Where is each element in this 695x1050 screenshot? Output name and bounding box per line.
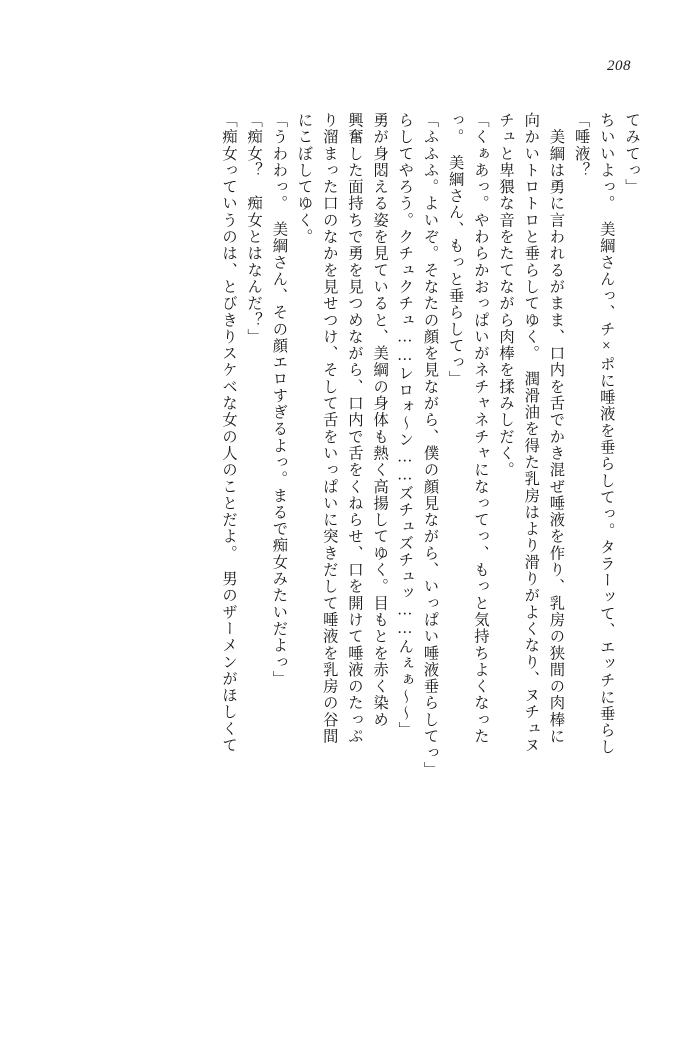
text-column: てみてっ」 bbox=[623, 112, 640, 196]
text-column: 「くぁあっ。やわらかおっぱいがネチャネチャになってっ、もっと気持ちよくなった bbox=[471, 112, 489, 745]
text-column: 「うわわっ。 美綱さん、その顔エロすぎるよっ。まるで痴女みたいだよっ」 bbox=[270, 112, 288, 688]
text-column: 「痴女っていうのは、とびきりスケベな女の人のことだよ。 男のザーメンがほしくて bbox=[220, 112, 237, 754]
text-column: 「ふふふ。よいぞ。そなたの顔を見ながら、僕の顔見ながら、いっぱい唾液垂らしてっ」 bbox=[421, 112, 439, 778]
text-column: っ。 美綱さん、もっと垂らしてっ」 bbox=[446, 112, 464, 388]
text-column: り溜まった口のなかを見せつけ、そして舌をいっぱいに突きだして唾液を乳房の谷間 bbox=[320, 112, 338, 745]
text-column: 美綱は勇に言われるがまま、口内を舌でかき混ぜ唾液を作り、乳房の狭間の肉棒に bbox=[547, 112, 565, 745]
text-column: らしてやろう。クチュクチュ……レロォ～ン……ズチュズチュッ……んぇぁ～～」 bbox=[396, 112, 414, 739]
text-column: にこぼしてゆく。 bbox=[295, 112, 313, 246]
text-column: 向かいトロトロと垂らしてゆく。 潤滑油を得た乳房はより滑りがよくなり、ヌチュヌ bbox=[522, 112, 540, 754]
text-column: 「唾液？ bbox=[572, 112, 590, 179]
text-column: ちいいよっ。 美綱さんっ、チ×ポに唾液を垂らしてっ。タラーッて、エッチに垂らし bbox=[597, 112, 615, 756]
text-column: 「痴女？ 痴女とはなんだ？」 bbox=[245, 112, 263, 346]
vertical-text-block bbox=[50, 112, 639, 967]
page-number: 208 bbox=[607, 58, 631, 74]
text-column: 勇が身悶える姿を見ていると、美綱の身体も熱く高揚してゆく。目もとを赤く染め bbox=[371, 112, 389, 729]
text-column: 興奮した面持ちで勇を見つめながら、口内で舌をくねらせ、口を開けて唾液のたっぷ bbox=[345, 112, 363, 745]
text-column: チュと卑猥な音をたてながら肉棒を揉みしだく。 bbox=[497, 112, 515, 479]
